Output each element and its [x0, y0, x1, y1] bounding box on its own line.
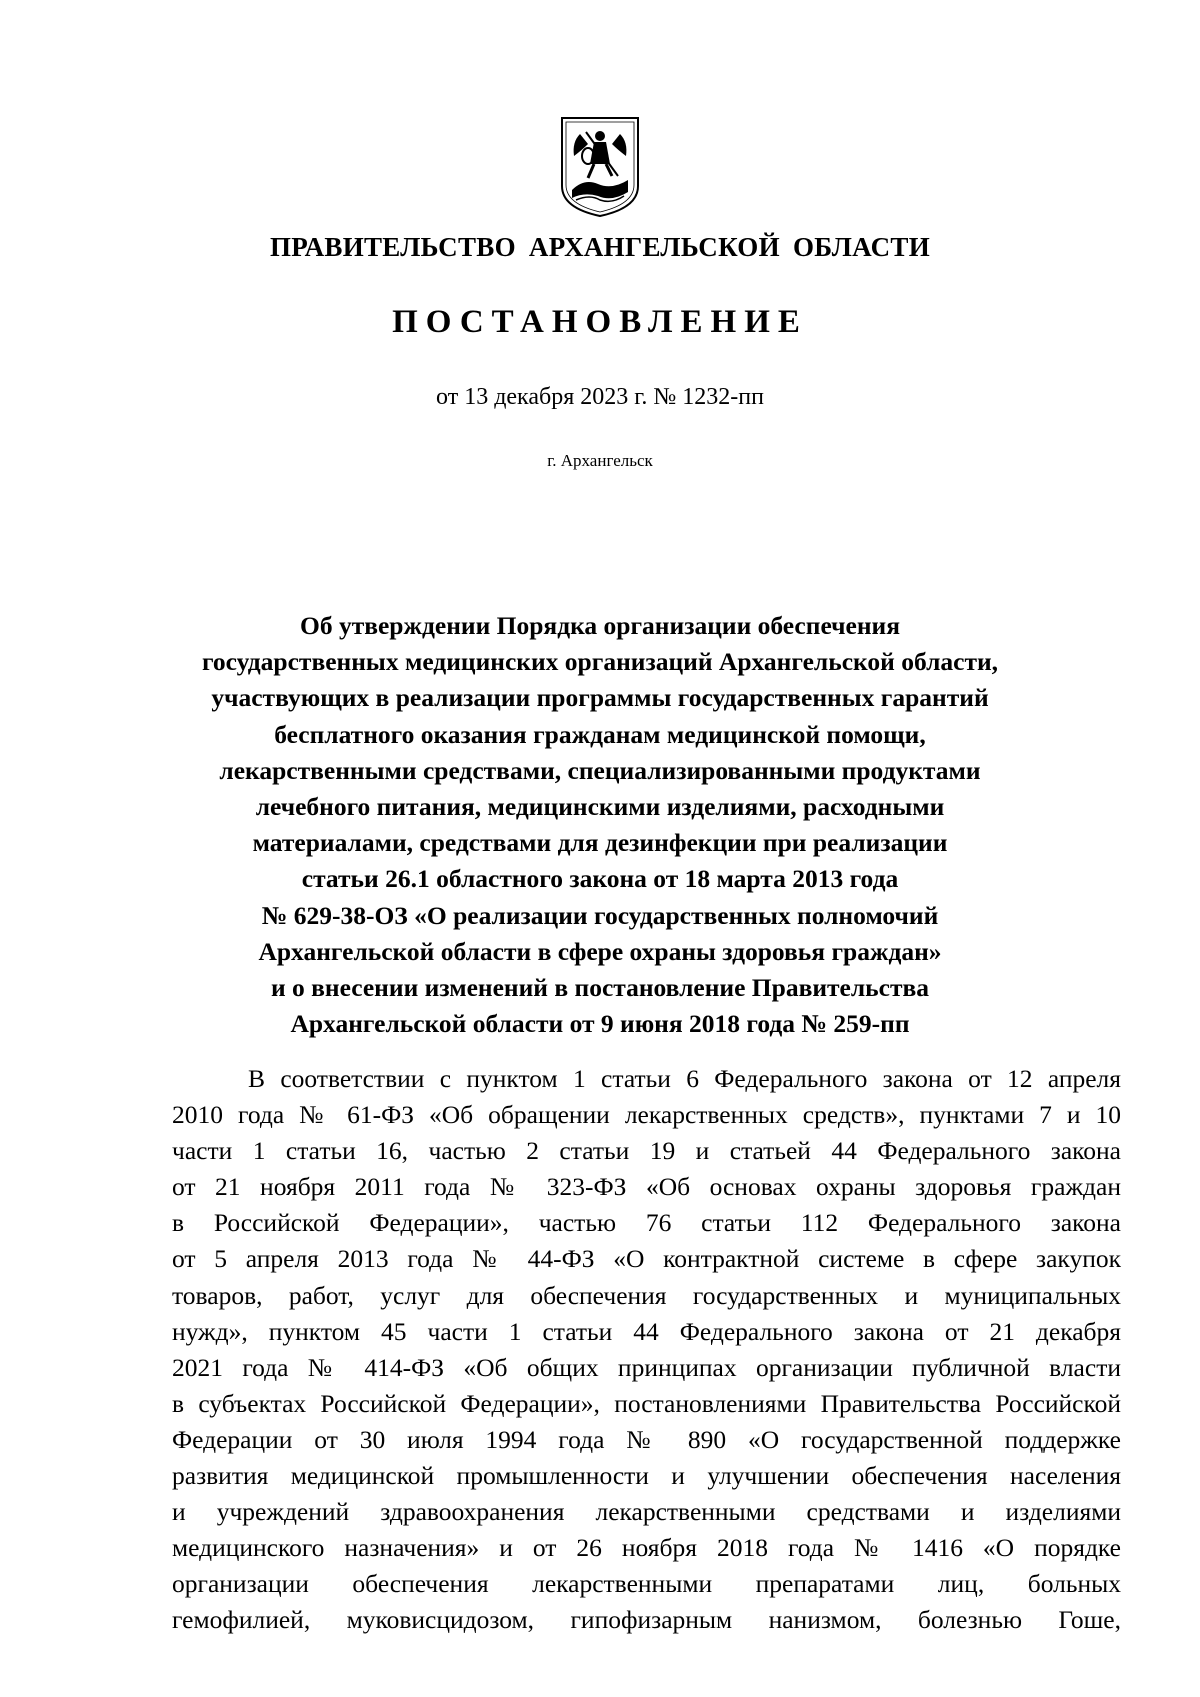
title-line: лечебного питания, медицинскими изделиями, расходными	[255, 792, 945, 822]
document-type: ПОСТАНОВЛЕНИЕ	[392, 304, 808, 340]
body-line: в Российской Федерации», частью 76 статьи 112 Федерального закона	[172, 1208, 1121, 1238]
body-line: от 21 ноября 2011 года № 323-ФЗ «Об основах охраны здоровья граждан	[172, 1172, 1121, 1202]
document-title	[150, 608, 1050, 1042]
body-line: части 1 статьи 16, частью 2 статьи 19 и статьей 44 Федерального закона	[172, 1136, 1121, 1166]
government-name: ПРАВИТЕЛЬСТВО АРХАНГЕЛЬСКОЙ ОБЛАСТИ	[269, 232, 931, 262]
title-line: Архангельской области в сфере охраны здоровья граждан»	[258, 936, 942, 966]
coat-of-arms-icon	[558, 112, 642, 220]
title-line: материалами, средствами для дезинфекции при реализации	[252, 828, 948, 858]
body-line: Федерации от 30 июля 1994 года № 890 «О государственной поддержке	[172, 1424, 1121, 1454]
body-line: В соответствии с пунктом 1 статьи 6 Федерального закона от 12 апреля	[248, 1064, 1121, 1093]
body-line: товаров, работ, услуг для обеспечения государственных и муниципальных	[172, 1280, 1121, 1310]
document-date-number: от 13 декабря 2023 г. № 1232-пп	[436, 384, 764, 410]
title-line: участвующих в реализации программы государственных гарантий	[211, 683, 989, 713]
body-line: гемофилией, муковисцидозом, гипофизарным нанизмом, болезнью Гоше,	[172, 1605, 1121, 1635]
body-line: и учреждений здравоохранения лекарственными средствами и изделиями	[172, 1497, 1121, 1527]
title-line: лекарственными средствами, специализированными продуктами	[219, 755, 981, 785]
body-line: развития медицинской промышленности и улучшении обеспечения населения	[172, 1461, 1121, 1491]
title-line: Об утверждении Порядка организации обеспечения	[299, 611, 901, 640]
body-line: организации обеспечения лекарственными препаратами лиц, больных	[172, 1569, 1121, 1599]
document-body	[172, 1061, 1121, 1639]
title-line: статьи 26.1 областного закона от 18 марта 2013 года	[301, 864, 899, 894]
body-line: 2010 года № 61-ФЗ «Об обращении лекарственных средств», пунктами 7 и 10	[172, 1100, 1121, 1130]
document-city: г. Архангельск	[547, 451, 653, 470]
body-line: нужд», пунктом 45 части 1 статьи 44 Федерального закона от 21 декабря	[172, 1316, 1121, 1346]
title-line: Архангельской области от 9 июня 2018 года № 259-пп	[290, 1009, 910, 1039]
title-line: и о внесении изменений в постановление Правительства	[270, 973, 930, 1003]
body-line: в субъектах Российской Федерации», постановлениями Правительства Российской	[172, 1388, 1121, 1418]
title-line: № 629-38-ОЗ «О реализации государственных полномочий	[261, 900, 939, 930]
body-line: медицинского назначения» и от 26 ноября 2018 года № 1416 «О порядке	[172, 1533, 1121, 1563]
title-line: бесплатного оказания гражданам медицинской помощи,	[274, 719, 926, 749]
body-line: 2021 года № 414-ФЗ «Об общих принципах организации публичной власти	[172, 1352, 1121, 1382]
title-line: государственных медицинских организаций Архангельской области,	[201, 647, 999, 677]
body-line: от 5 апреля 2013 года № 44-ФЗ «О контрактной системе в сфере закупок	[172, 1244, 1121, 1274]
